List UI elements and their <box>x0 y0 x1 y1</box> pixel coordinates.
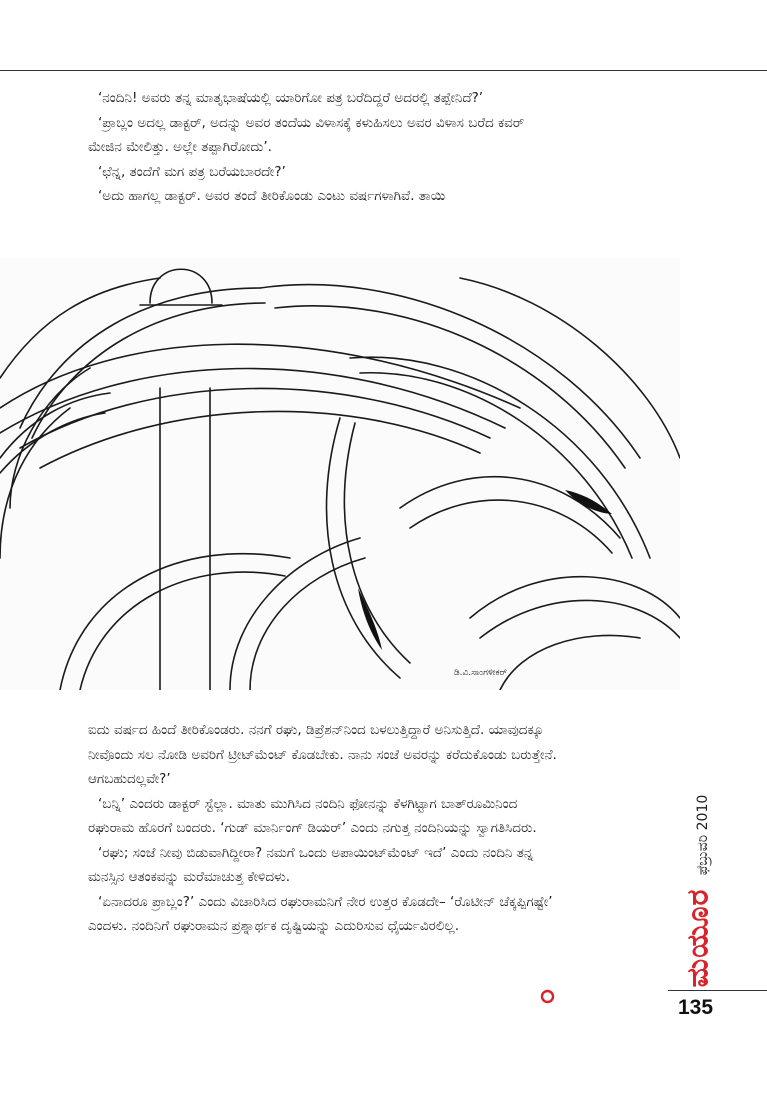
paragraph: ‘ನಂದಿನಿ! ಅವರು ತನ್ನ ಮಾತೃಭಾಷೆಯಲ್ಲಿ ಯಾರಿಗೋ ಪತ್ರ ಬರೆದಿದ್ದರೆ ಅದರಲ್ಲಿ ತಪ್ಪೇನಿದೆ?’ <box>98 90 484 106</box>
issue-date <box>690 780 716 890</box>
issue-date-label: ಫೆಬ್ರುವರಿ 2010 <box>695 794 711 876</box>
paragraph: ಐದು ವರ್ಷದ ಹಿಂದೆ ತೀರಿಕೊಂಡರು. ನನಗೆ ರಘು, ಡಿಪ್ರೆಶನ್‌ನಿಂದ ಬಳಲುತ್ತಿದ್ದಾರೆ ಅನಿಸುತ್ತಿದೆ. ಯಾವುದಕ್ಕೂ ನೀವೊಂದು ಸಲ ನೋಡಿ ಅವರಿಗೆ ಟ್ರೀಟ್‌ಮೆಂಟ್ ಕೊಡಬೇಕು. ನಾನು ಸಂಜೆ ಅವರನ್ನು ಕರೆದುಕೊಂಡು ಬರುತ್ತೇನೆ. ಆಗಬಹುದಲ್ಲವೇ?’ <box>88 722 557 787</box>
paragraph: ‘ಪ್ರಾಬ್ಲಂ ಅದಲ್ಲ ಡಾಕ್ಟರ್, ಅದನ್ನು ಅವರ ತಂದೆಯ ವಿಳಾಸಕ್ಕೆ ಕಳುಹಿಸಲು ಅವರ ವಿಳಾಸ ಬರೆದ ಕವರ್ ಮೇಜಿನ ಮೇಲಿತ್ತು. ಅಲ್ಲೇ ತಪ್ಪಾಗಿರೋದು’. <box>88 114 525 155</box>
story-end-mark-icon <box>540 989 555 1004</box>
header-rule <box>0 70 767 71</box>
paragraph: ‘ರಘು; ಸಂಜೆ ನೀವು ಬಿಡುವಾಗಿದ್ದೀರಾ? ನಮಗೆ ಒಂದು ಅಪಾಯಿಂಟ್‌ಮೆಂಟ್ ಇದೆ’ ಎಂದು ನಂದಿನಿ ತನ್ನ ಮನಸ್ಸಿನ ಆತಂಕವನ್ನು ಮರೆಮಾಚುತ್ತ ಕೇಳಿದಳು. <box>88 844 534 885</box>
magazine-name: ಮಯೂರ <box>680 888 716 988</box>
line-art-illustration <box>0 258 680 690</box>
article-text-lower <box>88 718 558 939</box>
paragraph: ‘ಅದು ಹಾಗಲ್ಲ ಡಾಕ್ಟರ್. ಅವರ ತಂದೆ ತೀರಿಕೊಂಡು ಎಂಟು ವರ್ಷಗಳಾಗಿವೆ. ತಾಯಿ <box>98 188 446 204</box>
footer-rule <box>668 990 767 991</box>
illustration-credit: ಡಿ.ವಿ.ಸಾಂಗಳೀಕರ್ <box>454 668 508 678</box>
paragraph: ‘ಏನಾದರೂ ಪ್ರಾಬ್ಲಂ?’ ಎಂದು ವಿಚಾರಿಸಿದ ರಘುರಾಮನಿಗೆ ನೇರ ಉತ್ತರ ಕೊಡದೇ– ‘ರೊಟೀನ್ ಚೆಕ್ಕಪ್ಪಿಗಷ್ಟೇ’ ಎಂದಳು. ನಂದಿನಿಗೆ ರಘುರಾಮನ ಪ್ರಶ್ನಾರ್ಥಕ ದೃಷ್ಟಿಯನ್ನು ಎದುರಿಸುವ ಧೈರ್ಯವಿರಲಿಲ್ಲ. <box>88 893 553 934</box>
page-number: 135 <box>678 996 714 1019</box>
article-text-upper <box>88 86 558 209</box>
paragraph: ‘ಛೆನ್ನ, ತಂದೆಗೆ ಮಗ ಪತ್ರ ಬರೆಯಬಾರದೇ?’ <box>98 163 286 180</box>
magazine-logo <box>676 888 720 988</box>
paragraph: ‘ಬನ್ನಿ’ ಎಂದರು ಡಾಕ್ಟರ್ ಸ್ಟೆಲ್ಲಾ. ಮಾತು ಮುಗಿಸಿದ ನಂದಿನಿ ಫೋನನ್ನು ಕೆಳಗಿಟ್ಟಾಗ ಬಾತ್‌ರೂಮಿನಿಂದ ರಘುರಾಮ ಹೊರಗೆ ಬಂದರು. ‘ಗುಡ್ ಮಾರ್ನಿಂಗ್ ಡಿಯರ್’ ಎಂದು ನಗುತ್ತ ನಂದಿನಿಯನ್ನು ಸ್ವಾಗತಿಸಿದರು. <box>88 795 537 836</box>
